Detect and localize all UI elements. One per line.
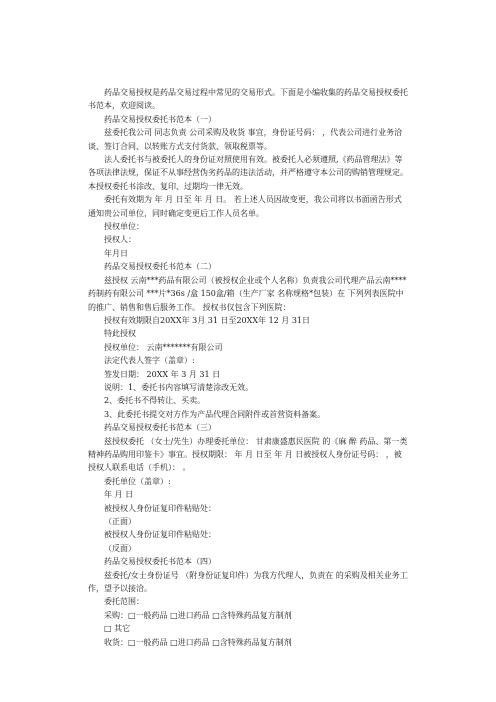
scope-checkbox-line: 采购：□一般药品 □进口药品 □含特殊药品复方制剂 [104,610,292,620]
paragraph: 兹授权委托 （女士/先生）办理委托单位： 甘肃康盛惠民医院 的《麻 醉 药品、第一类精神药品购用印鉴卡》事宜。授权期限： 年 月 日至 年 月 日被授权人身份证号码： ，被授权人联系电话（手机）： 。 [88,436,408,473]
note-line: 2、委托书不得转让、买卖。 [104,396,206,406]
date-line: 年月日 [104,248,128,258]
scope-checkbox-line: 收货：□一般药品 □进口药品 □含特殊药品复方制剂 [104,637,292,647]
document-body [88,86,408,649]
paragraph: 兹授权 云南***药品有限公司（被授权企业或个人名称）负责我公司代理产品云南****药制药有限公司 ***片*36s /盒 150盒/箱（生产厂家 名称规格*包装）在 下列列表医院中的推广、销售和售后服务工作。 授权书仅包含下列医院： [88,275,407,312]
section-heading-2: 药品交易授权委托书范本（二） [104,262,216,272]
date-line: 年 月 日 [104,490,134,500]
signature-line: 授权人： [104,235,136,245]
signature-line: 法定代表人签字（盖章）: [104,356,195,366]
date-line: 签发日期： 20XX 年 3 月 31 日 [104,369,221,379]
intro-paragraph: 药品交易授权是药品交易过程中常见的交易形式。下面是小编收集的药品交易授权委托书范本，欢迎阅读。 [88,88,408,111]
paragraph: 法人委托书与被委托人的身份证对照使用有效。被委托人必须遵照,《药品管理法》等各项法律法规，保证不从事经营伪劣药品的违法活动，并严格遵守本公司的购销管理规定。本授权委托书涂改、复印、过期均一律无效。 [88,155,408,191]
signature-line: 授权单位： [104,222,144,232]
signature-line: 授权单位： 云南*******有限公司 [104,342,223,352]
paste-area-label: 被授权人身份证复印件粘贴处： [104,530,216,540]
paragraph: 委托有效期为 年 月 日至 年 月 日。 若上述人员因故变更，我公司将以书面函告形式通知贵公司单位，同时确定变更后工作人员名单。 [88,195,402,218]
signature-line: 委托单位（盖章）: [104,476,171,486]
scope-checkbox-line: □ 其它 [104,624,131,634]
paragraph: 兹委托我公司 同志负责 公司采购及收货 事宜，身份证号码： ，代表公司进行业务洽谈、签订合同、以转账方式支付货款、领取税票等。 [88,128,403,151]
paste-area-label: 被授权人身份证复印件粘贴处： [104,503,216,513]
scope-label: 委托范围： [104,597,144,607]
note-line: 3、此委托书提交对方作为产品代理合同附件或首营资料备案。 [104,409,326,419]
paragraph: 兹委托/女士身份证号 （附身份证复印件）为我方代理人，负责在 的采购及相关业务工作，望予以接洽。 [88,570,408,594]
section-heading-1: 药品交易授权委托书范本（一） [104,114,216,124]
section-heading-4: 药品交易授权委托书范本（四） [104,557,216,567]
section-heading-3: 药品交易授权委托书范本（三） [104,423,216,433]
paragraph: 特此授权 [104,329,136,339]
note-line: 说明：1、委托书内容填写清楚涂改无效。 [104,382,254,392]
paste-area-side: （反面） [104,543,136,553]
paste-area-side: （正面） [104,517,136,526]
paragraph: 授权有效期限自20XX年 3月 31 日至20XX年 12 月 31日 [104,315,311,325]
